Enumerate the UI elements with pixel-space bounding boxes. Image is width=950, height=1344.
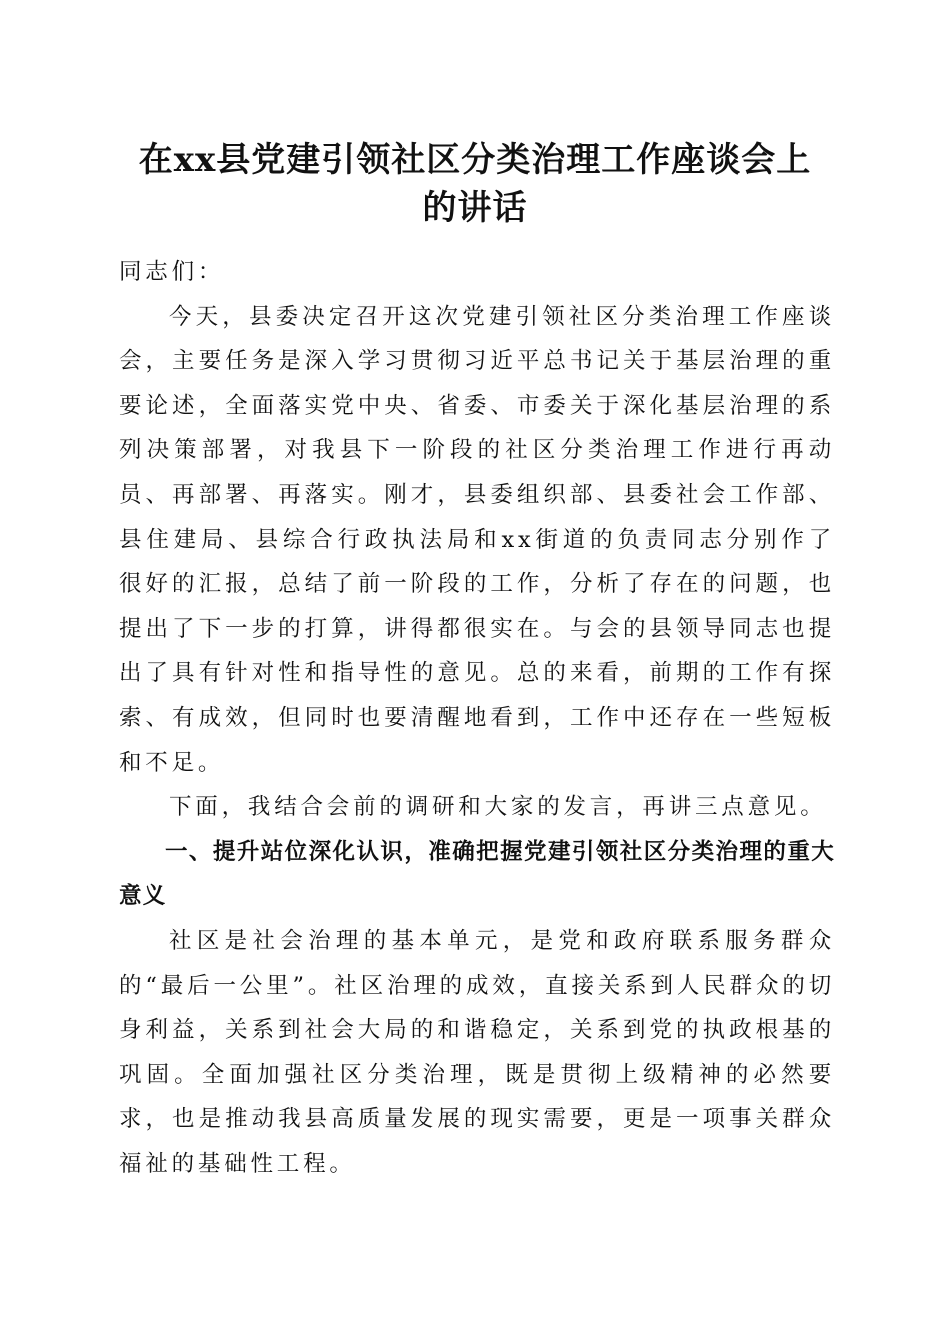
title-line-1: 在xx县党建引领社区分类治理工作座谈会上: [138, 140, 812, 180]
document-title: [100, 136, 850, 232]
paragraph-opening: 今天，县委决定召开这次党建引领社区分类治理工作座谈会，主要任务是深入学习贯彻习近平总书记关于基层治理的重要论述，全面落实党中央、省委、市委关于深化基层治理的系列决策部署，对我县下一阶段的社区分类治理工作进行再动员、再部署、再落实。刚才，县委组织部、县委社会工作部、县住建局、县综合行政执法局和xx街道的负责同志分别作了很好的汇报，总结了前一阶段的工作，分析了存在的问题，也提出了下一步的打算，讲得都很实在。与会的县领导同志也提出了具有针对性和指导性的意见。总的来看，前期的工作有探索、有成效，但同时也要清醒地看到，工作中还存在一些短板和不足。: [119, 303, 835, 776]
document-body: [119, 250, 835, 1186]
salutation: 同志们：: [119, 259, 225, 285]
title-line-2: 的讲话: [422, 188, 528, 228]
section-heading-1: 一、提升站位深化认识，准确把握党建引领社区分类治理的重大意义: [119, 838, 835, 910]
paragraph-transition: 下面，我结合会前的调研和大家的发言，再讲三点意见。: [169, 794, 827, 821]
section-1-paragraph: 社区是社会治理的基本单元，是党和政府联系服务群众的“最后一公里”。社区治理的成效，直接关系到人民群众的切身利益，关系到社会大局的和谐稳定，关系到党的执政根基的巩固。全面加强社区分类治理，既是贯彻上级精神的必然要求，也是推动我县高质量发展的现实需要，更是一项事关群众福祉的基础性工程。: [119, 927, 835, 1177]
